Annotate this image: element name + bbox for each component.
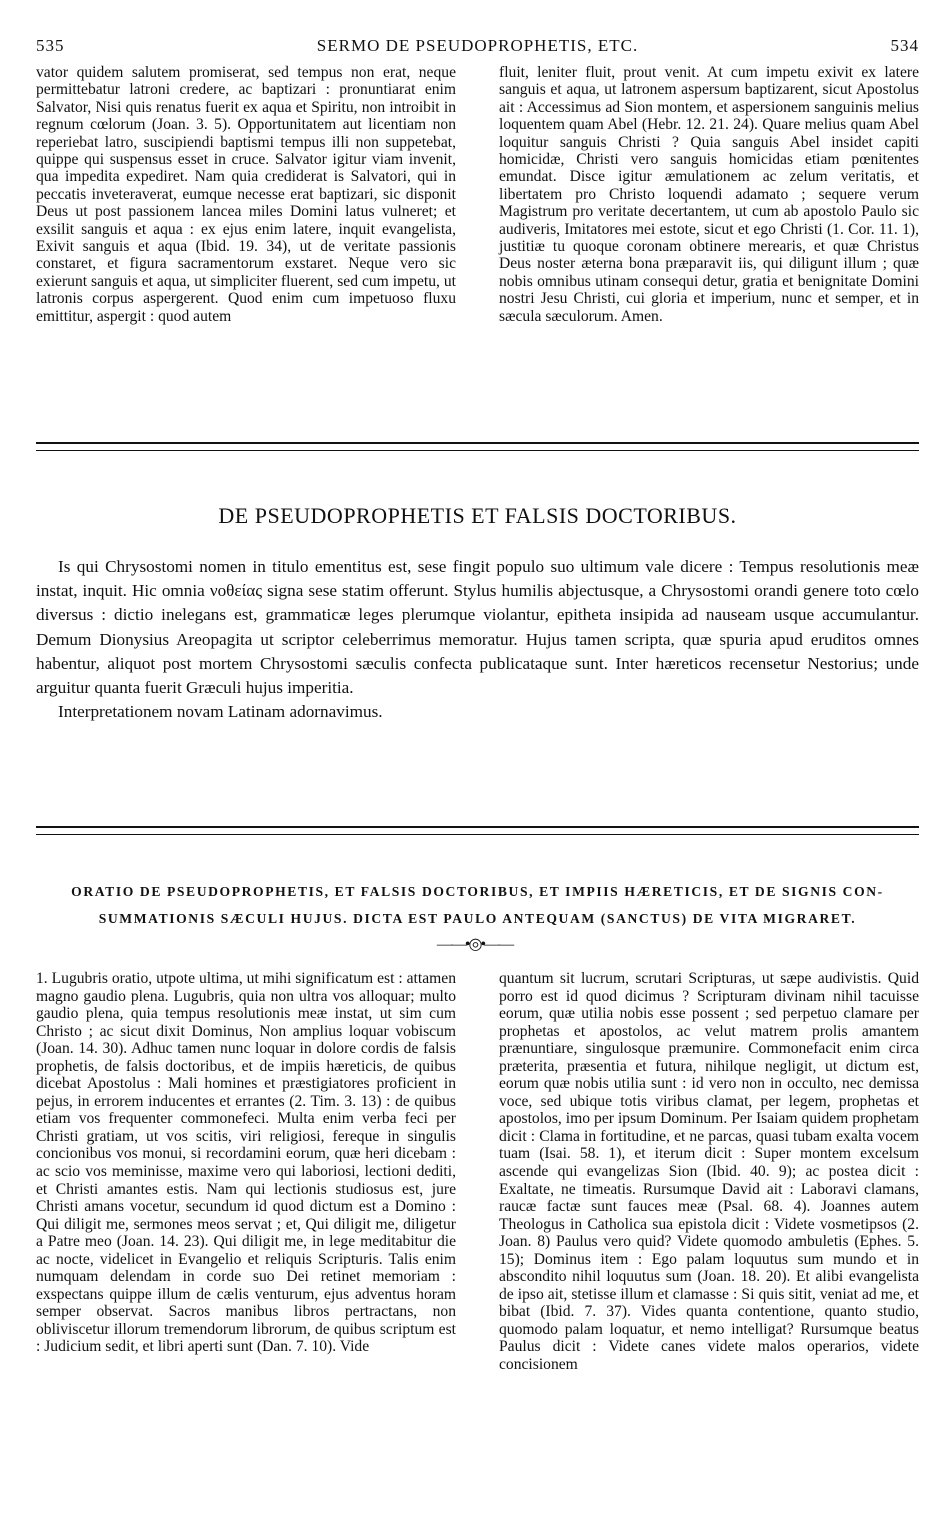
right-page-number: 534 bbox=[890, 36, 919, 55]
top-left-column bbox=[36, 64, 456, 439]
section-divider-bottom bbox=[36, 826, 919, 835]
preface-paragraph-2: Interpretationem novam Latinam adornavimus. bbox=[58, 702, 383, 722]
top-left-text: vator quidem salutem promiserat, sed tempus non erat, neque permittebatur latroni credere, ac baptizari : pronuntiarat enim Salvator, Nisi quis renatus fuerit ex aqua et Spiritu, non introibit in regnum cœlorum (Joan. 3. 5). Opportunitatem aut licentiam non reperiebat latro, suscipiendi baptismi tempus illi non suppetebat, quippe qui suspensus esset in cruce. Salvator igitur viam invenit, qua impedita expediret. Nam quia crediderat is Salvatori, qui in peccatis inveteraverat, eumque necesse erat baptizari, sic disponit Deus ut post passionem lancea miles Domini latus vulneret; et exsilit sanguis et aqua : ex ejus enim latere, inquit evangelista, Exivit sanguis et aqua (Ibid. 19. 34), ut de veritate passionis constaret, et figura sacramentorum exstaret. Neque vero sic exierunt sanguis et aqua, ut simpliciter fluerent, sed cum impetu, ut latronis corpus aspergerent. Quod enim cum impetuoso fluxu emittitur, aspergit : quod autem bbox=[36, 64, 456, 325]
bottom-right-column bbox=[499, 970, 919, 1510]
oratio-title-line-2: SUMMATIONIS SÆCULI HUJUS. DICTA EST PAULO ANTEQUAM (SANCTUS) DE VITA MIGRARET. bbox=[98, 911, 857, 926]
top-right-text: fluit, leniter fluit, prout venit. At cum impetu exivit ex latere sanguis et aqua, ut latronem aspersum baptizarent, sicut Apostolus ait : Accessimus ad Sion montem, et aspersionem sanguinis melius loquentem quam Abel (Hebr. 12. 21. 24). Quare melius quam Abel loquitur sanguis Christi ? Quia sanguis Abel insidet capiti homicidæ, Christi vero sanguis homicidas etiam pœnitentes emundat. Disce igitur æmulationem ac zelum veritatis, et libertatem pro Christo loquendi adamato ; sequere verum Magistrum pro veritate decertantem, ut cum ab apostolo Paulo sic audiveris, Imitatores mei estote, sicut et ego Christi (1. Cor. 11. 1), justitiæ tu quoque coronam obtinere merearis, et quæ Christus Deus noster æterna bona præparavit iis, qui diligunt illum ; quæ nobis omnibus utinam consequi detur, gratia et benignitate Domini nostri Jesu Christi, cui gloria et imperium, nunc et semper, et in sæcula sæculorum. Amen. bbox=[499, 64, 919, 325]
oratio-title bbox=[36, 878, 919, 932]
oratio-title-line-1: ORATIO DE PSEUDOPROPHETIS, ET FALSIS DOCTORIBUS, ET IMPIIS HÆRETICIS, ET DE SIGNIS CON- bbox=[71, 884, 884, 899]
top-right-column bbox=[499, 64, 919, 439]
running-title: SERMO DE PSEUDOPROPHETIS, ETC. bbox=[316, 36, 639, 55]
preface bbox=[36, 555, 919, 724]
bottom-right-text: quantum sit lucrum, scrutari Scripturas, ut sæpe audivistis. Quid porro est id quod dicimus ? Scripturam divinam nihil tacuisse eorum, quæ utilia nobis esse possent ; sed perpetuo clamare per prophetas et apostolos, ac velut matrem prolis amantem prænuntiare, singulosque præmunire. Commonefacit enim circa præterita, præsentia et futura, nihilque negligit, ut dictum est, eorum quæ nobis utilia sunt : id vero non in occulto, nec demissa voce, sed ubique totis viribus clamat, per legem, prophetas et apostolos, imo per ipsum Dominum. Per Isaiam quidem prophetam dicit : Clama in fortitudine, et ne parcas, quasi tubam exalta vocem tuam (Isai. 58. 1), et iterum dicit : Super montem excelsum ascende qui evangelizas Sion (Ibid. 40. 9); ac postea dicit : Exaltate, ne timeatis. Rursumque David ait : Laboravi clamans, raucæ factæ sunt fauces meæ (Psal. 68. 4). Joannes autem Theologus in Catholica sua epistola dicit : Videte vosmetipsos (2. Joan. 8) Paulus vero quid? Videte quomodo ambuletis (Ephes. 5. 15); Dominus item : Ego palam loquutus sum mundo et in abscondito nihil loquutus sum (Joan. 18. 20). Et alibi evangelista de ipso ait, stetisse illum et clamasse : Si quis sitit, veniat ad me, et bibat (Ibid. 7. 37). Vides quanta contentione, quanto studio, quomodo palam loquatur, et nemo intelligat? Rursumque beatus Paulus dicit : Videte canes videte malos operarios, videte concisionem bbox=[499, 970, 919, 1374]
section-title: DE PSEUDOPROPHETIS ET FALSIS DOCTORIBUS. bbox=[218, 503, 737, 528]
running-head bbox=[36, 36, 919, 60]
preface-paragraph-1: Is qui Chrysostomi nomen in titulo ementitus est, sese fingit populo suo ultimum vale dicere : Tempus resolutionis meæ instat, inquit. Hic omnia νοθείας signa sese statim offerunt. Stylus humilis abjectusque, a Chrysostomi orandi genere toto cœlo diversus : dictio inelegans est, grammaticæ leges plerumque violantur, epitheta insipida ad nauseam usque accumulantur. Demum Dionysius Areopagita ut scriptor celeberrimus memoratur. Hujus tamen scripta, quæ spuria apud eruditos omnes habentur, aliquot post mortem Chrysostomi sæculis confecta publicataque sunt. Inter hæreticos recensetur Nestorius; unde arguitur quanta fuerit Græculi hujus imperitia. bbox=[36, 557, 919, 698]
bottom-columns bbox=[36, 970, 919, 1510]
top-columns bbox=[36, 64, 919, 439]
left-page-number: 535 bbox=[36, 36, 65, 55]
bottom-left-text: 1. Lugubris oratio, utpote ultima, ut mihi significatum est : attamen magno gaudio plena. Lugubris, quia non ultra vos alloquar; multo gaudio plena, quia tempus resolutionis meæ instat, ut sim cum Christo ; ac sicut dixit Dominus, Non amplius loquar vobiscum (Joan. 14. 30). Adhuc tamen nunc loquar in dolore cordis de falsis prophetis, de falsis doctoribus, et de impiis hæreticis, de quibus dicebat Apostolus : Mali homines et præstigiatores proficient in pejus, in errorem inducentes et errantes (2. Tim. 3. 13) : de quibus etiam vos frequenter commonefeci. Multa enim verba feci per Christi gratiam, ut vos scitis, viri religiosi, fereque in singulis concionibus vos monui, si recordamini eorum, quæ heri dicebam : ac scio vos meminisse, maxime vero qui laboriosi, lectioni dediti, et Christi amantes estis. Nam qui lectionis studiosus est, jure Christi amans vocetur, secundum id quod dictum est a Domino : Qui diligit me, sermones meos servat ; et, Qui diligit me, diligetur a Patre meo (Joan. 14. 23). Qui diligit me, in lege meditabitur die ac nocte, videlicet in Evangelio et reliquis Scripturis. Talis enim numquam delendam in corde suo Dei retinet memoriam : exspectans quippe illum de cælis venturum, ejus adventus horam semper observat. Sacros manibus libros pertractans, non obliviscetur illorum tremendorum librorum, de quibus scriptum est : Judicium sedit, et libri aperti sunt (Dan. 7. 10). Vide bbox=[36, 970, 456, 1356]
section-divider-top bbox=[36, 442, 919, 451]
bottom-left-column bbox=[36, 970, 456, 1510]
ornament-icon: ——•◎•—— bbox=[436, 936, 513, 953]
